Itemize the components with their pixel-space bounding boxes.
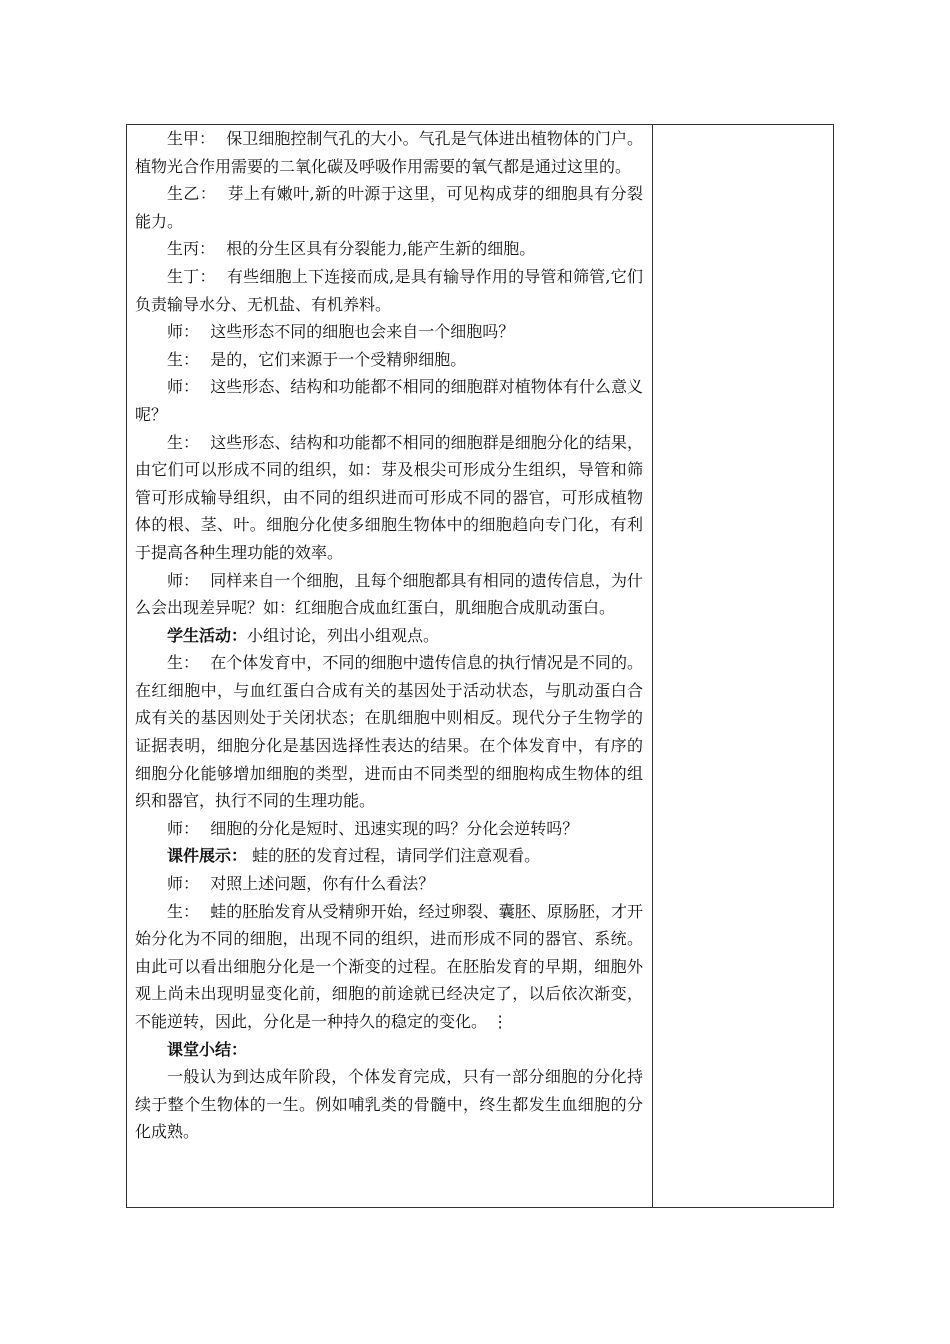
speaker-label: 师： (167, 377, 200, 397)
speaker-label: 生甲： (167, 129, 216, 148)
lesson-paragraph (135, 649, 643, 815)
speaker-label: 生： (167, 901, 200, 921)
paragraph-text: 同样来自一个细胞，且每个细胞都具有相同的遗传信息，为什么会出现差异呢？如：红细胞合成血红蛋白，肌细胞合成肌动蛋白。 (135, 570, 643, 618)
paragraph-text: 在个体发育中，不同的细胞中遗传信息的执行情况是不同的。在红细胞中，与血红蛋白合成有关的基因处于活动状态，与肌动蛋白合成有关的基因则处于关闭状态；在肌细胞中则相反。现代分子生物学的证据表明，细胞分化是基因选择性表达的结果。在个体发育中，有序的细胞分化能够增加细胞的类型，进而由不同类型的细胞构成生物体的组织和器官，执行不同的生理功能。 (135, 653, 643, 811)
paragraph-text: 这些形态、结构和功能都不相同的细胞群是细胞分化的结果，由它们可以形成不同的组织，如：芽及根尖可形成分生组织，导管和筛管可形成输导组织，由不同的组织进而可形成不同的器官，可形成植物体的根、茎、叶。细胞分化使多细胞生物体中的细胞趋向专门化，有利于提高各种生理功能的效率。 (135, 432, 643, 562)
speaker-label: 师： (167, 570, 200, 590)
paragraph-text: 细胞的分化是短时、迅速实现的吗？分化会逆转吗？ (210, 818, 579, 838)
section-heading: 学生活动： (167, 625, 248, 645)
speaker-label: 师： (167, 322, 200, 342)
lesson-table (126, 124, 834, 1208)
lesson-paragraph (135, 125, 643, 180)
paragraph-text: 一般认为到达成年阶段，个体发育完成，只有一部分细胞的分化持续于整个生物体的一生。例如哺乳类的骨髓中，终生都发生血细胞的分化成熟。 (135, 1067, 643, 1142)
paragraph-text: 这些形态不同的细胞也会来自一个细胞吗？ (210, 322, 515, 342)
speaker-label: 生丁： (167, 266, 216, 286)
paragraph-text: 有些细胞上下连接而成,是具有输导作用的导管和筛管,它们负责输导水分、无机盐、有机养料。 (135, 266, 643, 314)
paragraph-text: 这些形态、结构和功能都不相同的细胞群对植物体有什么意义呢？ (135, 377, 643, 424)
lesson-paragraph (135, 870, 643, 898)
paragraph-text: 是的，它们来源于一个受精卵细胞。 (210, 349, 467, 369)
lesson-paragraph (135, 842, 643, 870)
lesson-paragraph (135, 815, 643, 843)
lesson-paragraph (135, 235, 643, 263)
lesson-paragraph (135, 898, 643, 1036)
lesson-paragraph (135, 429, 643, 567)
lesson-content-cell (135, 125, 643, 1146)
speaker-label: 生乙： (167, 184, 217, 204)
lesson-paragraph (135, 373, 643, 428)
lesson-paragraph (135, 346, 643, 374)
column-divider (652, 125, 653, 1207)
lesson-paragraph (135, 263, 643, 318)
paragraph-text: 小组讨论，列出小组观点。 (247, 625, 440, 645)
paragraph-text: 芽上有嫩叶,新的叶源于这里，可见构成芽的细胞具有分裂能力。 (135, 184, 643, 231)
lesson-paragraph (135, 1063, 643, 1146)
notes-column (654, 125, 832, 1207)
paragraph-text: 蛙的胚的发育过程，请同学们注意观看。 (247, 846, 541, 866)
lesson-paragraph (135, 180, 643, 235)
paragraph-text: 蛙的胚胎发育从受精卵开始，经过卵裂、囊胚、原肠胚，才开始分化为不同的细胞，出现不同的组织，进而形成不同的器官、系统。由此可以看出细胞分化是一个渐变的过程。在胚胎发育的早期，细胞外观上尚未出现明显变化前，细胞的前途就已经决定了，以后依次渐变，不能逆转，因此，分化是一种持久的稳定的变化。 ⋮ (135, 901, 643, 1031)
lesson-paragraph (135, 567, 643, 622)
section-heading: 课件展示： (167, 846, 248, 866)
speaker-label: 生丙： (167, 239, 216, 259)
speaker-label: 生： (167, 653, 200, 673)
lesson-paragraph (135, 622, 643, 650)
section-heading: 课堂小结： (167, 1039, 248, 1059)
lesson-paragraph (135, 1036, 643, 1064)
paragraph-text: 根的分生区具有分裂能力,能产生新的细胞。 (226, 239, 536, 259)
speaker-label: 师： (167, 818, 200, 838)
lesson-paragraph (135, 318, 643, 346)
speaker-label: 师： (167, 874, 200, 894)
paragraph-text: 对照上述问题，你有什么看法？ (210, 874, 435, 894)
speaker-label: 生： (167, 432, 200, 452)
speaker-label: 生： (167, 349, 200, 369)
paragraph-text: 保卫细胞控制气孔的大小。气孔是气体进出植物体的门户。植物光合作用需要的二氧化碳及呼吸作用需要的氧气都是通过这里的。 (135, 129, 643, 176)
